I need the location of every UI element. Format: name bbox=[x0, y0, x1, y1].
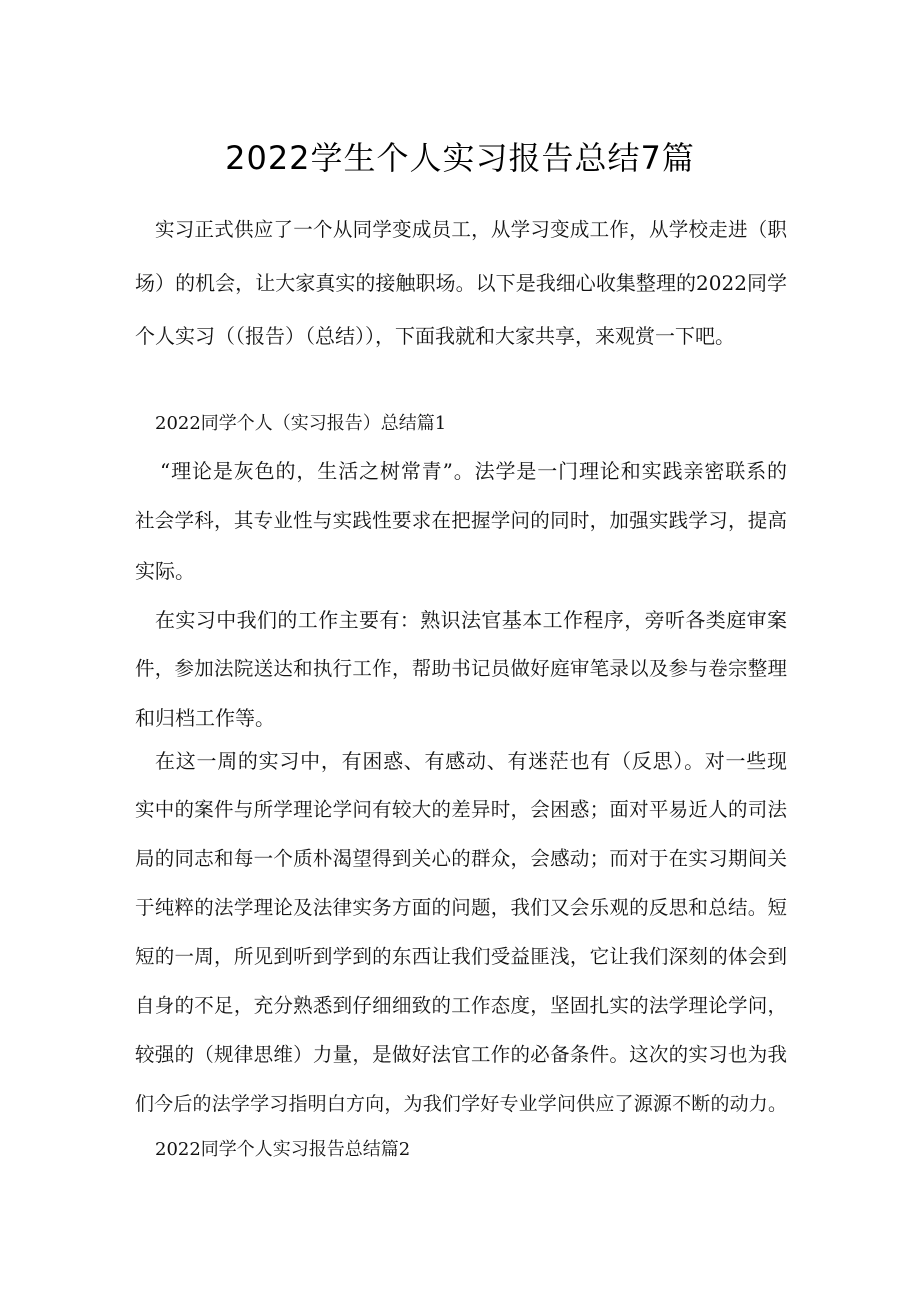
para3-line-3: 局的同志和每一个质朴渴望得到关心的群众，会感动；而对于在实习期间关 bbox=[135, 847, 787, 870]
para3-line-2: 实中的案件与所学理论学问有较大的差异时，会困惑；面对平易近人的司法 bbox=[135, 798, 787, 821]
document-title: 2022学生个人实习报告总结7篇 bbox=[225, 139, 695, 177]
para2-line-2: 件，参加法院送达和执行工作，帮助书记员做好庭审笔录以及参与卷宗整理 bbox=[135, 657, 787, 680]
para3-line-8: 们今后的法学学习指明白方向，为我们学好专业学问供应了源源不断的动力。 bbox=[135, 1093, 787, 1115]
para1-line-2: 社会学科，其专业性与实践性要求在把握学问的同时，加强实践学习，提高 bbox=[135, 509, 787, 532]
para1-line-3: 实际。 bbox=[135, 559, 195, 583]
section-heading-2: 2022同学个人实习报告总结篇2 bbox=[155, 1139, 411, 1160]
para3-line-7: 较强的（规律思维）力量，是做好法官工作的必备条件。这次的实习也为我 bbox=[135, 1043, 787, 1066]
para3-line-1: 在这一周的实习中，有困惑、有感动、有迷茫也有（反思）。对一些现 bbox=[155, 749, 787, 773]
section-heading-1: 2022同学个人（实习报告）总结篇1 bbox=[155, 413, 447, 434]
para1-line-1: “理论是灰色的，生活之树常青”。法学是一门理论和实践亲密联系的 bbox=[160, 459, 787, 483]
para2-line-1: 在实习中我们的工作主要有：熟识法官基本工作程序，旁听各类庭审案 bbox=[155, 608, 787, 632]
intro-line-1: 实习正式供应了一个从同学变成员工，从学习变成工作，从学校走进（职 bbox=[155, 218, 787, 241]
intro-line-2: 场）的机会，让大家真实的接触职场。以下是我细心收集整理的2022同学 bbox=[135, 271, 787, 295]
para2-line-3: 和归档工作等。 bbox=[135, 706, 275, 730]
intro-line-3: 个人实习（（报告）（总结）），下面我就和大家共享，来观赏一下吧。 bbox=[135, 324, 735, 348]
para3-line-5: 短的一周，所见到听到学到的东西让我们受益匪浅，它让我们深刻的体会到 bbox=[135, 945, 787, 968]
para3-line-6: 自身的不足，充分熟悉到仔细细致的工作态度，坚固扎实的法学理论学问， bbox=[135, 994, 787, 1017]
para3-line-4: 于纯粹的法学理论及法律实务方面的问题，我们又会乐观的反思和总结。短 bbox=[135, 896, 787, 919]
